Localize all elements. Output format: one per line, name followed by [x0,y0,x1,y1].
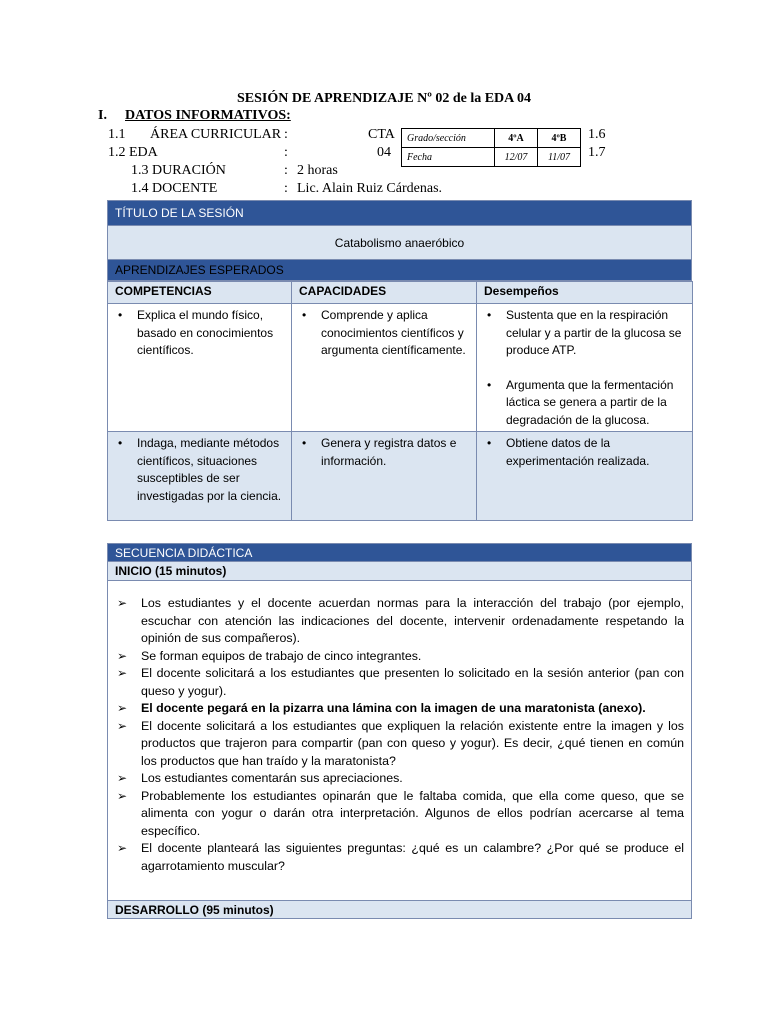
arrow-bullet-icon: ➢ [117,771,128,785]
desempeno-item: • Sustenta que en la respiración celular y a partir de la glucosa se produce ATP. [483,307,686,360]
list-item-text: El docente pegará en la pizarra una lámina con la imagen de una maratonista (anexo). [141,701,646,715]
table-row [108,432,693,521]
info-eda-value: 04 [377,145,391,160]
info-colon: : [284,145,288,160]
inicio-body [107,581,692,900]
aprendizajes-label: APRENDIZAJES ESPERADOS [115,263,284,277]
info-duracion-value: 2 horas [297,163,338,178]
fecha-b: 11/07 [538,148,581,167]
grado-label: Grado/sección [402,129,495,148]
grado-b: 4ºB [538,129,581,148]
list-item [117,595,684,648]
table-row [108,304,693,432]
list-item [117,770,684,788]
info-colon: : [284,127,288,142]
info-area-value: CTA [368,127,395,142]
fecha-a: 12/07 [495,148,538,167]
desarrollo-header: DESARROLLO (95 minutos) [107,900,692,919]
grado-a: 4ºA [495,129,538,148]
secuencia-header: SECUENCIA DIDÁCTICA [107,543,692,562]
info-side-1-7: 1.7 [588,145,606,160]
info-docente-value: Lic. Alain Ruiz Cárdenas. [297,181,443,196]
list-item [117,648,684,666]
arrow-bullet-icon: ➢ [117,718,128,733]
section-heading [98,108,291,124]
document-title: SESIÓN DE APRENDIZAJE Nº 02 de la EDA 04 [236,91,531,106]
col-desempenos: Desempeños [477,282,693,304]
list-item [117,700,684,718]
list-item-text: Probablemente los estudiantes opinarán que le faltaba comida, que ella come queso, que se alimenta con yogur o darán otra interpretación. Algunos de ellos podrían acercarse al tema específico. [141,788,684,838]
desempeno-item: • Argumenta que la fermentación láctica se genera a partir de la degradación de la glucosa. [483,377,686,430]
info-colon: : [284,163,288,178]
list-item-text: Los estudiantes y el docente acuerdan normas para la interacción del trabajo (por ejemplo, escuchar con atención las indicaciones del docente, intervenir ordenadamente respetando la opinión de sus compañeros). [141,596,684,645]
arrow-bullet-icon: ➢ [117,648,128,663]
list-item [117,788,684,841]
arrow-bullet-icon: ➢ [117,666,128,680]
info-eda-label: 1.2 EDA [108,145,158,160]
info-area-label: ÁREA CURRICULAR [150,127,282,142]
inicio-list [117,595,684,875]
session-title-header: TÍTULO DE LA SESIÓN [107,200,692,226]
fecha-label: Fecha [402,148,495,167]
arrow-bullet-icon: ➢ [117,701,128,715]
capacidad-item: • Comprende y aplica conocimientos científicos y argumenta científicamente. [298,307,470,360]
list-item-text: El docente solicitará a los estudiantes que expliquen la relación existente entre la imagen y los productos que trajeron para compartir (pan con queso y yogur). Es decir, ¿qué tienen en común los productos que han traído y la maratonista? [141,718,684,768]
arrow-bullet-icon: ➢ [117,841,128,855]
col-capacidades: CAPACIDADES [292,282,477,304]
aprendizajes-header [107,260,692,281]
list-item [117,665,684,700]
info-side-1-6: 1.6 [588,127,606,142]
competencia-item: • Indaga, mediante métodos científicos, situaciones susceptibles de ser investigadas por la ciencia. [114,435,285,505]
list-item-text: Se forman equipos de trabajo de cinco integrantes. [141,648,422,663]
list-item [117,840,684,875]
list-item [117,718,684,771]
info-duracion-label: 1.3 DURACIÓN [131,163,226,178]
arrow-bullet-icon: ➢ [117,788,128,803]
section-title: DATOS INFORMATIVOS: [125,108,291,123]
competencia-item: • Explica el mundo físico, basado en conocimientos científicos. [114,307,285,360]
secuencia-table [107,543,692,919]
list-item-text: El docente solicitará a los estudiantes que presenten lo solicitado en la sesión anterior (pan con queso y yogur). [141,666,684,698]
inicio-header: INICIO (15 minutos) [107,562,692,581]
info-colon: : [284,181,288,196]
list-item-text: Los estudiantes comentarán sus apreciaciones. [141,771,403,785]
capacidad-item: • Genera y registra datos e información. [298,435,470,470]
info-area-num: 1.1 [108,127,126,142]
competencias-table [107,281,693,521]
section-number: I. [98,108,107,123]
grade-section-table [401,128,581,167]
arrow-bullet-icon: ➢ [117,596,128,610]
info-docente-label: 1.4 DOCENTE [131,181,218,196]
session-title-value: Catabolismo anaeróbico [107,226,692,260]
list-item-text: El docente planteará las siguientes preguntas: ¿qué es un calambre? ¿Por qué se produce el agarrotamiento muscular? [141,841,684,873]
session-table [107,200,692,521]
desempeno-item: • Obtiene datos de la experimentación realizada. [483,435,686,470]
col-competencias: COMPETENCIAS [108,282,292,304]
